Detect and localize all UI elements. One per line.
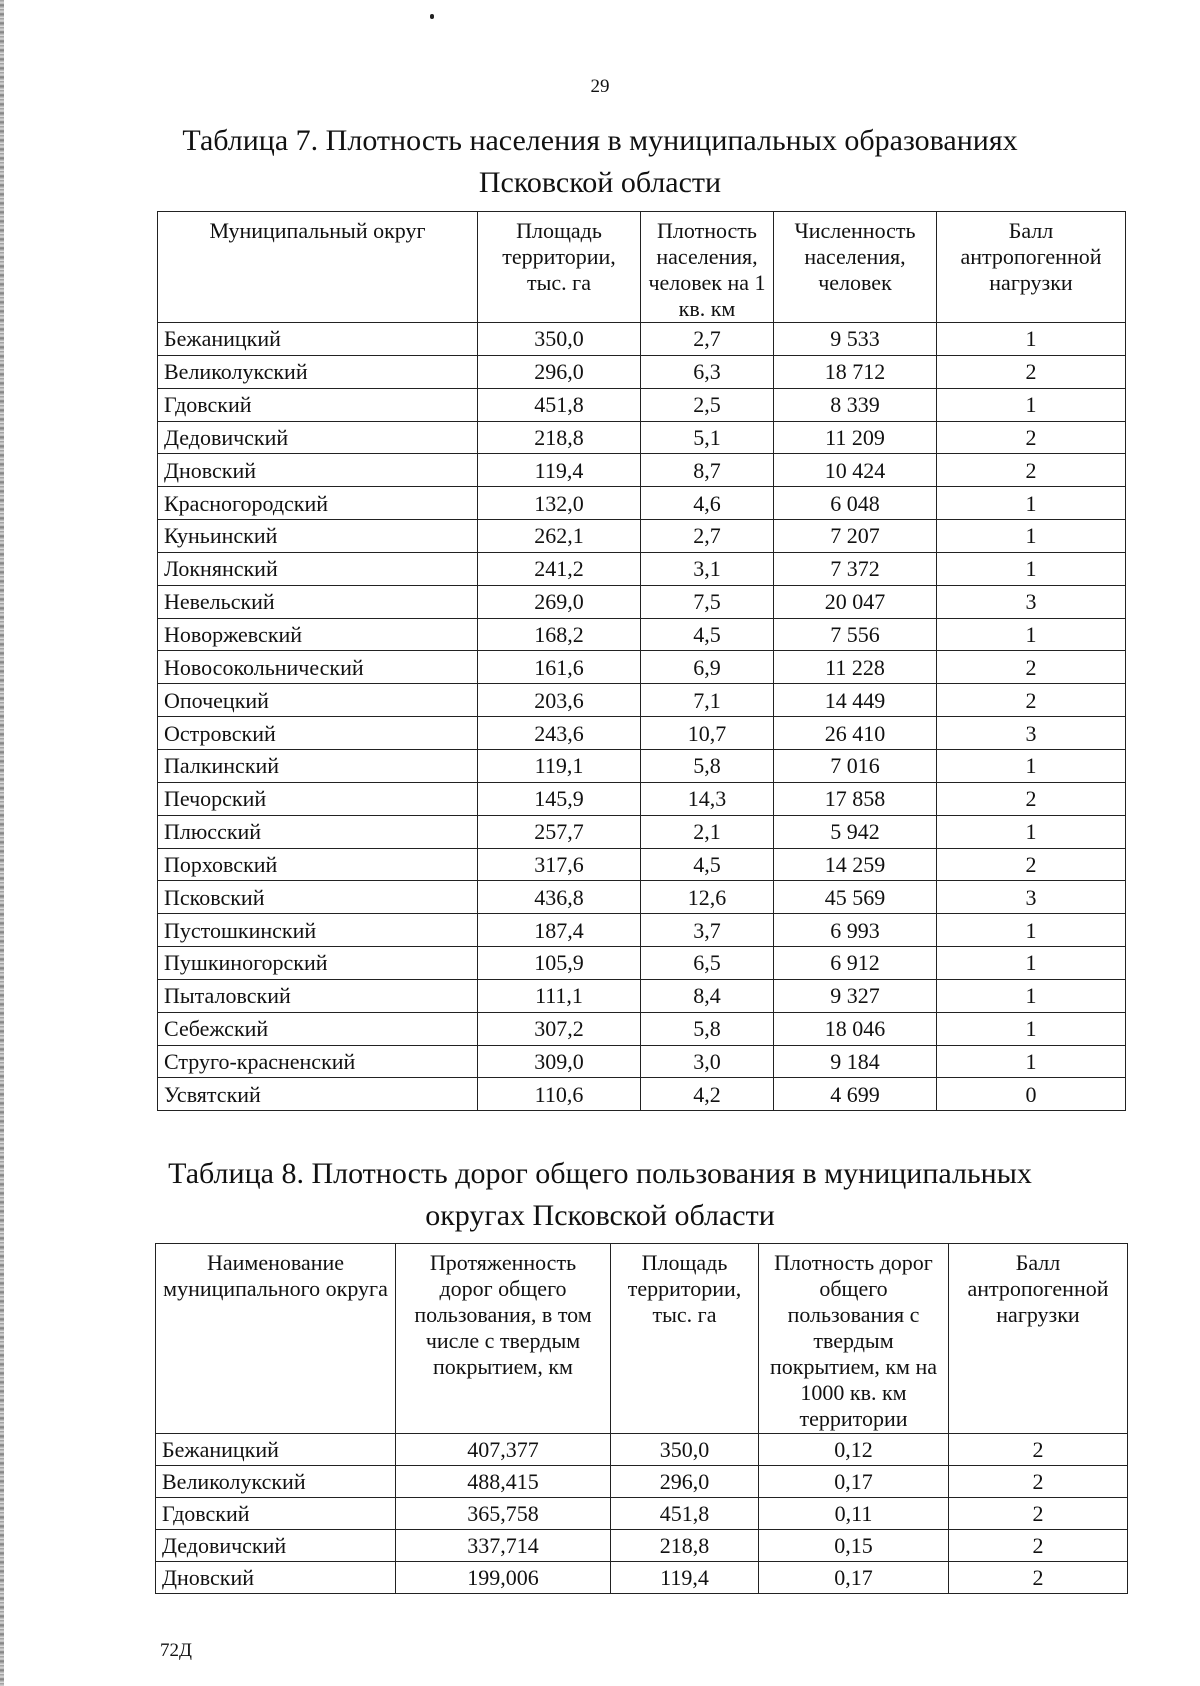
cell-district: Новосокольнический [158,651,478,684]
cell-area: 241,2 [478,552,641,585]
cell-district: Гдовский [158,388,478,421]
cell-road-length: 199,006 [396,1562,611,1594]
cell-density: 6,9 [641,651,774,684]
page-number: 29 [590,76,610,97]
table-row [158,585,1126,618]
cell-area: 243,6 [478,717,641,750]
cell-score: 1 [937,388,1126,421]
table8-body [156,1434,1128,1594]
scan-speck [430,14,434,19]
table-row [158,618,1126,651]
scan-edge [0,0,4,1686]
cell-road-length: 407,377 [396,1434,611,1466]
cell-area: 317,6 [478,848,641,881]
table-row [158,651,1126,684]
table-row [156,1466,1128,1498]
cell-score: 3 [937,717,1126,750]
table-row [158,1078,1126,1111]
cell-density: 14,3 [641,782,774,815]
table-row [158,487,1126,520]
cell-population: 5 942 [774,815,937,848]
cell-district: Бежаницкий [156,1434,396,1466]
table7-body [158,323,1126,1111]
cell-district: Себежский [158,1012,478,1045]
cell-density: 3,1 [641,552,774,585]
table-row [158,552,1126,585]
header-population: Численность населения, человек [774,212,937,323]
cell-district: Пустошкинский [158,914,478,947]
cell-population: 8 339 [774,388,937,421]
cell-district: Великолукский [158,355,478,388]
cell-density: 6,3 [641,355,774,388]
cell-score: 1 [937,914,1126,947]
table-row [158,520,1126,553]
cell-area: 119,4 [611,1562,759,1594]
cell-district: Пушкиногорский [158,947,478,980]
table-row [158,717,1126,750]
cell-score: 1 [937,618,1126,651]
cell-population: 14 449 [774,684,937,717]
cell-population: 18 046 [774,1012,937,1045]
cell-area: 350,0 [478,323,641,356]
cell-density: 2,7 [641,520,774,553]
table-row [156,1530,1128,1562]
cell-score: 1 [937,749,1126,782]
cell-area: 119,4 [478,454,641,487]
header-area: Площадь территории, тыс. га [478,212,641,323]
cell-area: 269,0 [478,585,641,618]
cell-score: 1 [937,323,1126,356]
table8-title-line1: Таблица 8. Плотность дорог общего пользования в муниципальных [168,1157,1032,1190]
cell-district: Плюсский [158,815,478,848]
cell-population: 9 533 [774,323,937,356]
cell-district: Опочецкий [158,684,478,717]
header-score: Балл антропогенной нагрузки [937,212,1126,323]
cell-area: 110,6 [478,1078,641,1111]
cell-density: 10,7 [641,717,774,750]
table8-title [0,1153,1200,1237]
cell-district: Дедовичский [156,1530,396,1562]
cell-population: 45 569 [774,881,937,914]
cell-area: 105,9 [478,947,641,980]
cell-road-density: 0,12 [759,1434,949,1466]
table7-title-line2: Псковской области [478,166,722,199]
cell-road-density: 0,11 [759,1498,949,1530]
cell-area: 436,8 [478,881,641,914]
cell-road-density: 0,15 [759,1530,949,1562]
cell-area: 187,4 [478,914,641,947]
table-row [156,1434,1128,1466]
cell-score: 2 [937,848,1126,881]
table-row [158,1045,1126,1078]
table-row [158,914,1126,947]
cell-population: 10 424 [774,454,937,487]
cell-population: 11 209 [774,421,937,454]
cell-population: 6 912 [774,947,937,980]
cell-district: Дедовичский [158,421,478,454]
cell-score: 2 [937,651,1126,684]
cell-population: 17 858 [774,782,937,815]
cell-area: 132,0 [478,487,641,520]
cell-district: Пыталовский [158,979,478,1012]
table-row [156,1498,1128,1530]
cell-density: 7,1 [641,684,774,717]
header-district-name: Наименование муниципального округа [156,1244,396,1434]
cell-area: 307,2 [478,1012,641,1045]
cell-score: 2 [937,421,1126,454]
cell-population: 18 712 [774,355,937,388]
table-row [156,1562,1128,1594]
cell-score: 1 [937,815,1126,848]
header-district: Муниципальный округ [158,212,478,323]
cell-district: Печорский [158,782,478,815]
cell-density: 2,7 [641,323,774,356]
cell-district: Палкинский [158,749,478,782]
cell-area: 350,0 [611,1434,759,1466]
table-row [158,947,1126,980]
table-row [158,1012,1126,1045]
cell-area: 145,9 [478,782,641,815]
cell-district: Гдовский [156,1498,396,1530]
population-density-table [157,211,1126,1111]
cell-road-length: 488,415 [396,1466,611,1498]
cell-score: 1 [937,520,1126,553]
cell-area: 203,6 [478,684,641,717]
table-row [158,388,1126,421]
table-row [158,355,1126,388]
cell-density: 6,5 [641,947,774,980]
cell-district: Красногородский [158,487,478,520]
cell-score: 2 [949,1466,1128,1498]
cell-population: 9 327 [774,979,937,1012]
cell-district: Бежаницкий [158,323,478,356]
header-density: Плотность населения, человек на 1 кв. км [641,212,774,323]
header-road-density: Плотность дорог общего пользования с твердым покрытием, км на 1000 кв. км территории [759,1244,949,1434]
cell-score: 1 [937,1045,1126,1078]
road-density-table [155,1243,1128,1594]
cell-score: 1 [937,1012,1126,1045]
cell-district: Усвятский [158,1078,478,1111]
cell-district: Великолукский [156,1466,396,1498]
table-row [158,979,1126,1012]
cell-district: Псковский [158,881,478,914]
table-row [158,881,1126,914]
cell-population: 7 016 [774,749,937,782]
cell-district: Дновский [156,1562,396,1594]
cell-density: 8,7 [641,454,774,487]
cell-area: 296,0 [478,355,641,388]
cell-score: 2 [937,684,1126,717]
cell-population: 7 207 [774,520,937,553]
cell-area: 161,6 [478,651,641,684]
cell-district: Островский [158,717,478,750]
cell-population: 6 993 [774,914,937,947]
table-row [158,782,1126,815]
cell-density: 4,5 [641,618,774,651]
cell-road-length: 365,758 [396,1498,611,1530]
table-row [158,454,1126,487]
cell-area: 257,7 [478,815,641,848]
cell-density: 3,7 [641,914,774,947]
table-header-row [156,1244,1128,1434]
table7-title-line1: Таблица 7. Плотность населения в муниципальных образованиях [182,124,1018,157]
cell-score: 2 [937,454,1126,487]
table-row [158,749,1126,782]
cell-area: 111,1 [478,979,641,1012]
cell-population: 6 048 [774,487,937,520]
cell-area: 451,8 [478,388,641,421]
cell-density: 4,2 [641,1078,774,1111]
cell-road-density: 0,17 [759,1562,949,1594]
cell-density: 5,8 [641,749,774,782]
cell-score: 2 [949,1498,1128,1530]
cell-area: 309,0 [478,1045,641,1078]
table7-title [0,120,1200,204]
cell-score: 2 [949,1530,1128,1562]
cell-district: Новоржевский [158,618,478,651]
cell-population: 4 699 [774,1078,937,1111]
cell-score: 1 [937,487,1126,520]
cell-population: 9 184 [774,1045,937,1078]
cell-area: 168,2 [478,618,641,651]
cell-score: 3 [937,881,1126,914]
cell-density: 12,6 [641,881,774,914]
cell-density: 3,0 [641,1045,774,1078]
header-area: Площадь территории, тыс. га [611,1244,759,1434]
cell-density: 5,8 [641,1012,774,1045]
cell-score: 2 [937,355,1126,388]
cell-score: 3 [937,585,1126,618]
cell-population: 11 228 [774,651,937,684]
cell-score: 2 [937,782,1126,815]
table-row [158,815,1126,848]
cell-density: 7,5 [641,585,774,618]
table-header-row [158,212,1126,323]
table-row [158,684,1126,717]
cell-area: 119,1 [478,749,641,782]
cell-road-length: 337,714 [396,1530,611,1562]
cell-score: 1 [937,552,1126,585]
cell-district: Локнянский [158,552,478,585]
cell-district: Невельский [158,585,478,618]
cell-density: 4,6 [641,487,774,520]
cell-area: 296,0 [611,1466,759,1498]
cell-score: 1 [937,947,1126,980]
header-score: Балл антропогенной нагрузки [949,1244,1128,1434]
table8-title-line2: округах Псковской области [425,1199,775,1232]
cell-density: 8,4 [641,979,774,1012]
cell-score: 2 [949,1434,1128,1466]
cell-population: 7 372 [774,552,937,585]
table-row [158,848,1126,881]
table-row [158,323,1126,356]
cell-area: 218,8 [611,1530,759,1562]
cell-road-density: 0,17 [759,1466,949,1498]
cell-district: Порховский [158,848,478,881]
cell-area: 218,8 [478,421,641,454]
table-row [158,421,1126,454]
cell-score: 0 [937,1078,1126,1111]
cell-density: 2,1 [641,815,774,848]
cell-district: Струго-красненский [158,1045,478,1078]
cell-area: 262,1 [478,520,641,553]
header-road-length: Протяженность дорог общего пользования, в том числе с твердым покрытием, км [396,1244,611,1434]
cell-population: 20 047 [774,585,937,618]
cell-density: 4,5 [641,848,774,881]
cell-population: 26 410 [774,717,937,750]
cell-population: 7 556 [774,618,937,651]
document-code: 72Д [160,1640,192,1661]
cell-area: 451,8 [611,1498,759,1530]
cell-score: 2 [949,1562,1128,1594]
cell-district: Куньинский [158,520,478,553]
cell-population: 14 259 [774,848,937,881]
cell-density: 5,1 [641,421,774,454]
cell-score: 1 [937,979,1126,1012]
cell-district: Дновский [158,454,478,487]
cell-density: 2,5 [641,388,774,421]
